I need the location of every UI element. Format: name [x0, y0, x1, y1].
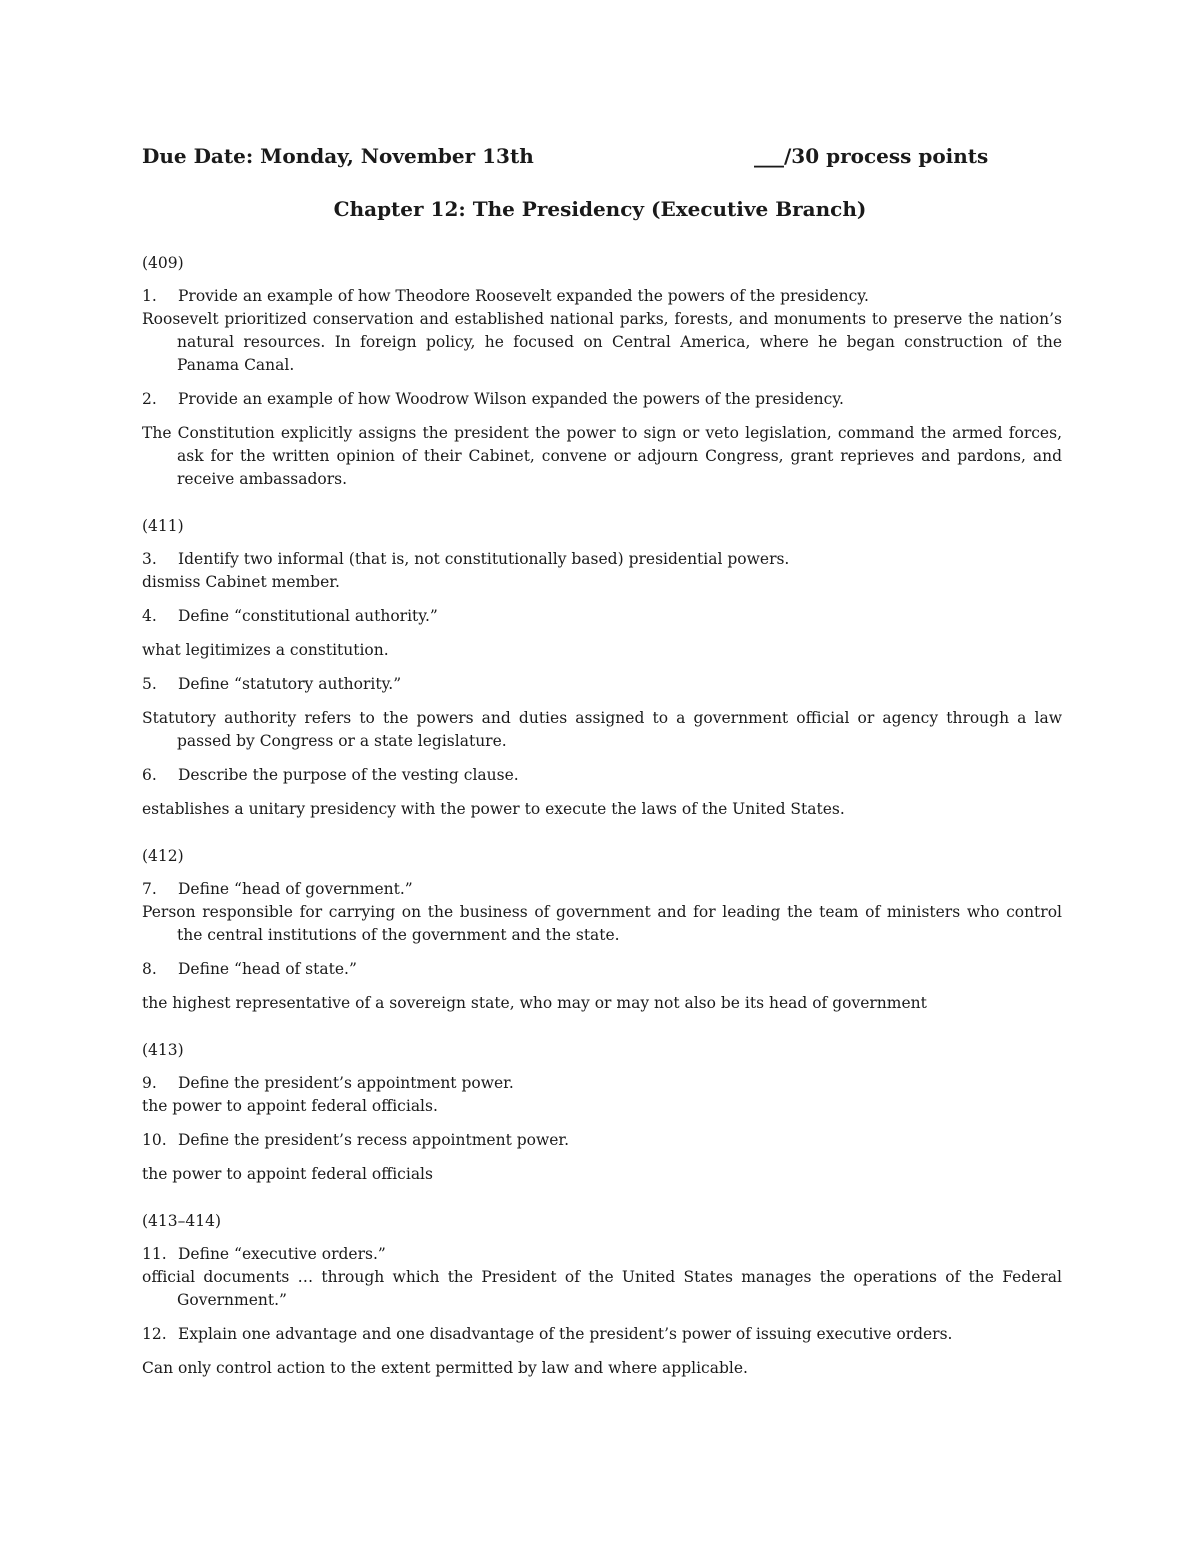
due-date: Due Date: Monday, November 13th	[142, 144, 534, 168]
question-text: Explain one advantage and one disadvantage of the president’s power of issuing executive orders.	[178, 1325, 953, 1343]
answer: Statutory authority refers to the powers and duties assigned to a government official or agency through a law passed by Congress or a state legislature.	[142, 709, 1062, 750]
question-number: 1.	[142, 287, 157, 305]
question-text: Define “head of state.”	[178, 960, 357, 978]
process-points: ___/30 process points	[754, 144, 989, 168]
answer: the power to appoint federal officials	[142, 1165, 433, 1183]
page-reference: (409)	[142, 254, 184, 272]
page-reference: (413)	[142, 1041, 184, 1059]
answer: Can only control action to the extent permitted by law and where applicable.	[142, 1359, 748, 1377]
question	[142, 388, 1062, 411]
question	[142, 673, 1062, 696]
question-number: 12.	[142, 1325, 167, 1343]
answer: establishes a unitary presidency with the power to execute the laws of the United States.	[142, 800, 845, 818]
chapter-title: Chapter 12: The Presidency (Executive Branch)	[333, 197, 867, 221]
page-reference: (413–414)	[142, 1212, 222, 1230]
worksheet-body	[142, 252, 1062, 1380]
question-number: 2.	[142, 390, 157, 408]
page-reference: (411)	[142, 517, 184, 535]
question	[142, 878, 1062, 901]
answer: Roosevelt prioritized conservation and established national parks, forests, and monuments to preserve the nation’s natural resources. In foreign policy, he focused on Central America, where he began construction of the Panama Canal.	[142, 310, 1062, 374]
question	[142, 285, 1062, 308]
question-number: 7.	[142, 880, 157, 898]
answer: The Constitution explicitly assigns the president the power to sign or veto legislation, command the armed forces, ask for the written opinion of their Cabinet, convene or adjourn Congress, grant reprieves and pardons, and receive ambassadors.	[142, 424, 1062, 488]
question	[142, 1243, 1062, 1266]
answer: Person responsible for carrying on the business of government and for leading the team of ministers who control the central institutions of the government and the state.	[142, 903, 1062, 944]
answer: what legitimizes a constitution.	[142, 641, 389, 659]
question	[142, 958, 1062, 981]
question-text: Provide an example of how Woodrow Wilson expanded the powers of the presidency.	[178, 390, 844, 408]
question	[142, 764, 1062, 787]
question	[142, 1323, 1062, 1346]
question-number: 11.	[142, 1245, 167, 1263]
answer: the highest representative of a sovereign state, who may or may not also be its head of government	[142, 994, 927, 1012]
question-text: Define the president’s appointment power.	[178, 1074, 514, 1092]
question	[142, 1129, 1062, 1152]
question	[142, 548, 1062, 571]
question-text: Define the president’s recess appointment power.	[178, 1131, 570, 1149]
question-number: 5.	[142, 675, 157, 693]
question	[142, 1072, 1062, 1095]
question-number: 4.	[142, 607, 157, 625]
question-number: 3.	[142, 550, 157, 568]
question-number: 9.	[142, 1074, 157, 1092]
page-reference: (412)	[142, 847, 184, 865]
question-text: Define “statutory authority.”	[178, 675, 402, 693]
question-number: 10.	[142, 1131, 167, 1149]
question-text: Define “head of government.”	[178, 880, 413, 898]
question-text: Describe the purpose of the vesting clause.	[178, 766, 519, 784]
answer: official documents … through which the President of the United States manages the operations of the Federal Government.”	[142, 1268, 1062, 1309]
question-number: 8.	[142, 960, 157, 978]
answer: the power to appoint federal officials.	[142, 1097, 438, 1115]
answer: dismiss Cabinet member.	[142, 573, 340, 591]
question-number: 6.	[142, 766, 157, 784]
question-text: Define “executive orders.”	[178, 1245, 386, 1263]
question-text: Identify two informal (that is, not constitutionally based) presidential powers.	[178, 550, 790, 568]
question-text: Provide an example of how Theodore Roosevelt expanded the powers of the presidency.	[178, 287, 869, 305]
question-text: Define “constitutional authority.”	[178, 607, 438, 625]
question	[142, 605, 1062, 628]
